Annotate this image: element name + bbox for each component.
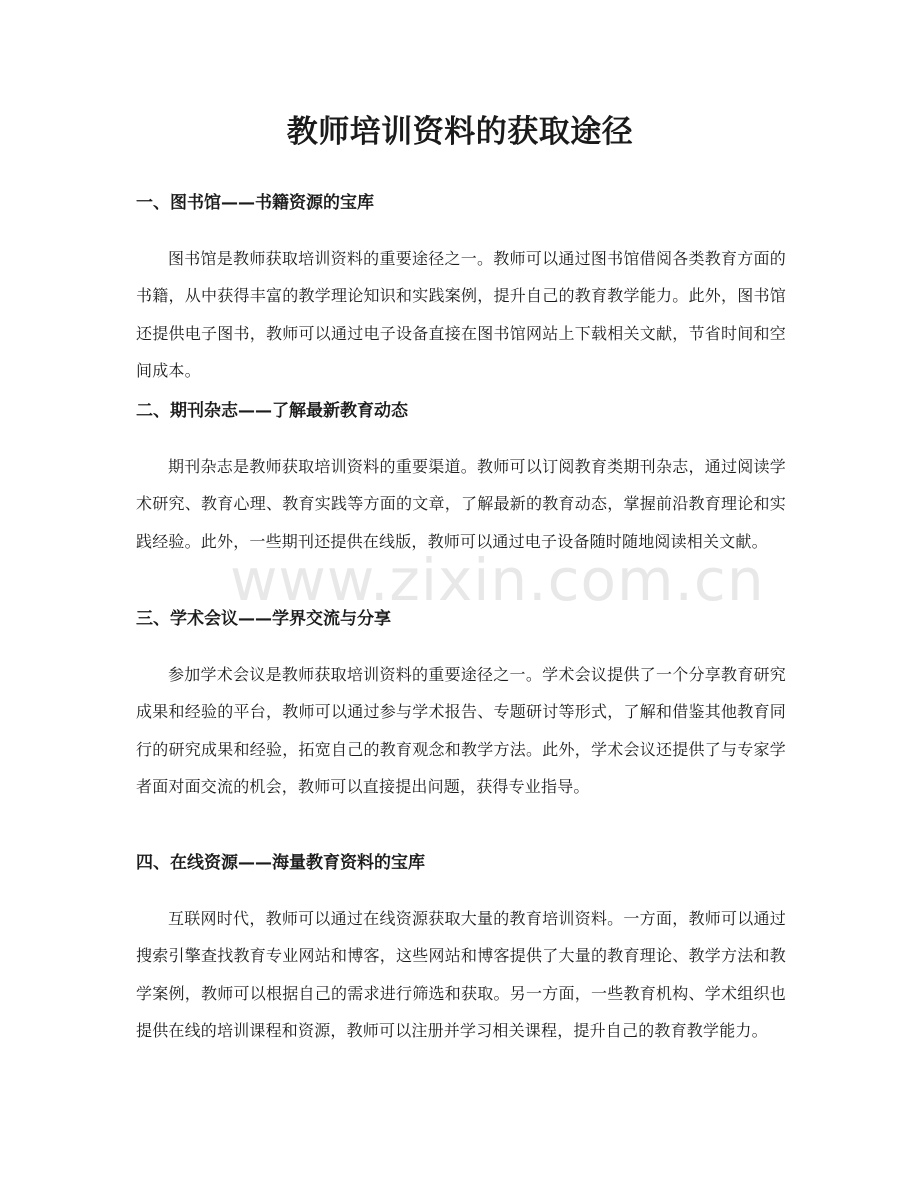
section-online-resources — [136, 850, 786, 1049]
section-heading: 二、期刊杂志——了解最新教育动态 — [136, 401, 408, 421]
section-paragraph: 图书馆是教师获取培训资料的重要途径之一。教师可以通过图书馆借阅各类教育方面的书籍，从中获得丰富的教学理论知识和实践案例，提升自己的教育教学能力。此外，图书馆还提供电子图书，教师可以通过电子设备直接在图书馆网站上下载相关文献，节省时间和空间成本。 — [136, 249, 786, 380]
section-paragraph: 互联网时代，教师可以通过在线资源获取大量的教育培训资料。一方面，教师可以通过搜索引擎查找教育专业网站和博客，这些网站和博客提供了大量的教育理论、教学方法和教学案例，教师可以根据自己的需求进行筛选和获取。另一方面，一些教育机构、学术组织也提供在线的培训课程和资源，教师可以注册并学习相关课程，提升自己的教育教学能力。 — [136, 909, 786, 1040]
document-title: 教师培训资料的获取途径 — [286, 114, 634, 150]
section-library — [136, 190, 786, 389]
watermark: www.zixin.com.cn — [230, 546, 765, 614]
section-heading: 三、学术会议——学界交流与分享 — [136, 609, 391, 629]
section-journals — [136, 398, 786, 560]
section-heading: 四、在线资源——海量教育资料的宝库 — [136, 853, 425, 873]
section-conferences — [136, 606, 786, 805]
section-paragraph: 期刊杂志是教师获取培训资料的重要渠道。教师可以订阅教育类期刊杂志，通过阅读学术研究、教育心理、教育实践等方面的文章，了解最新的教育动态，掌握前沿教育理论和实践经验。此外，一些期刊还提供在线版，教师可以通过电子设备随时随地阅读相关文献。 — [136, 457, 786, 551]
section-paragraph: 参加学术会议是教师获取培训资料的重要途径之一。学术会议提供了一个分享教育研究成果和经验的平台，教师可以通过参与学术报告、专题研讨等形式，了解和借鉴其他教育同行的研究成果和经验，拓宽自己的教育观念和教学方法。此外，学术会议还提供了与专家学者面对面交流的机会，教师可以直接提出问题，获得专业指导。 — [136, 665, 786, 796]
section-heading: 一、图书馆——书籍资源的宝库 — [136, 193, 374, 213]
